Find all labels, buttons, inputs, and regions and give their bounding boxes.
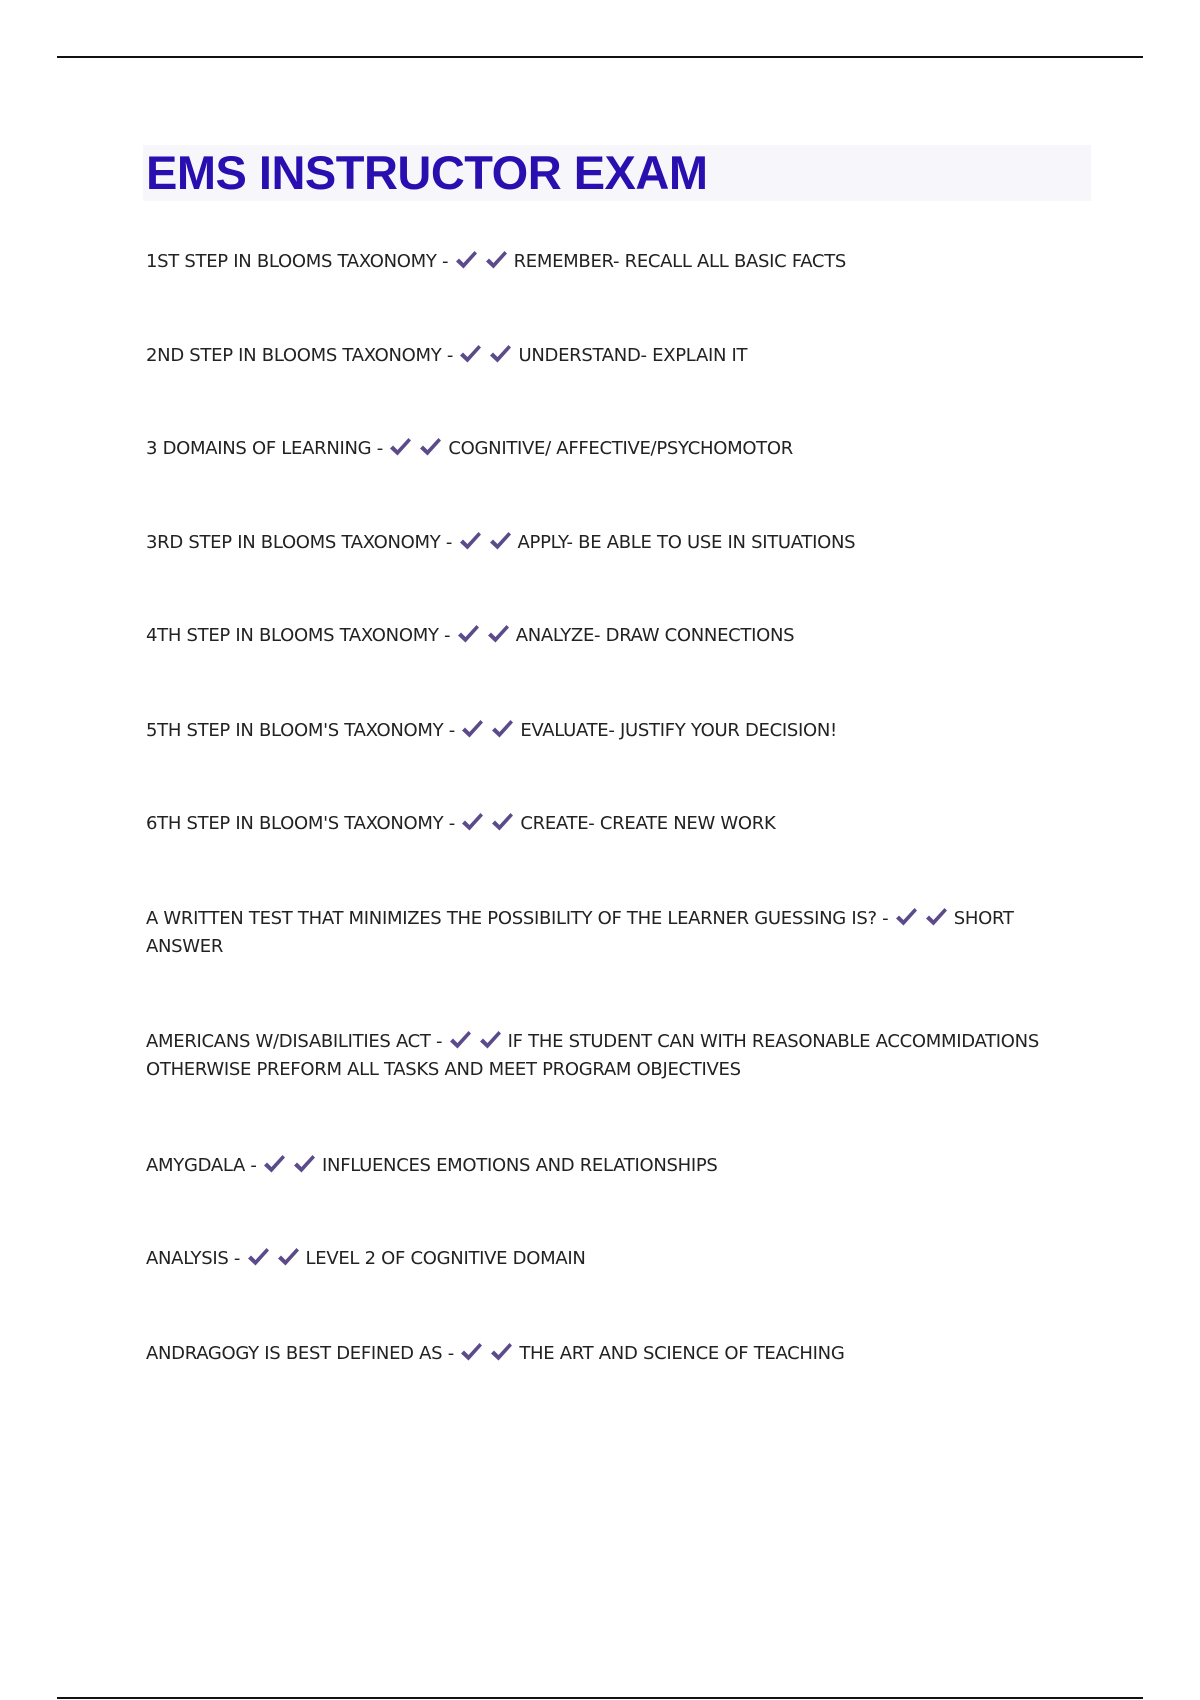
- check-pair: [894, 908, 954, 929]
- check-pair: [458, 345, 518, 366]
- separator: -: [436, 251, 454, 272]
- question-text: 4TH STEP IN BLOOMS TAXONOMY: [146, 625, 439, 646]
- check-pair: [459, 1343, 519, 1364]
- qa-item: [146, 1340, 1086, 1368]
- answer-text: THE ART AND SCIENCE OF TEACHING: [519, 1343, 845, 1364]
- separator: -: [443, 720, 461, 741]
- check-icon: [488, 343, 512, 365]
- check-pair: [246, 1248, 306, 1269]
- check-icon: [484, 249, 508, 271]
- answer-text: UNDERSTAND- EXPLAIN IT: [518, 345, 748, 366]
- check-icon: [894, 906, 918, 928]
- document-title: EMS INSTRUCTOR EXAM: [146, 146, 708, 199]
- separator: -: [438, 625, 456, 646]
- answer-text: APPLY- BE ABLE TO USE IN SITUATIONS: [517, 532, 856, 553]
- check-icon: [490, 811, 514, 833]
- check-icon: [454, 249, 478, 271]
- separator: -: [440, 532, 458, 553]
- qa-item: [146, 622, 1086, 650]
- question-text: 3RD STEP IN BLOOMS TAXONOMY: [146, 532, 441, 553]
- answer-text: REMEMBER- RECALL ALL BASIC FACTS: [513, 251, 847, 272]
- question-text: 1ST STEP IN BLOOMS TAXONOMY: [146, 251, 437, 272]
- check-icon: [418, 436, 442, 458]
- answer-text: IF THE STUDENT CAN WITH REASONABLE ACCOMMIDATIONS OTHERWISE PREFORM ALL TASKS AND MEET PROGRAM OBJECTIVES: [146, 1031, 1039, 1080]
- answer-text: CREATE- CREATE NEW WORK: [520, 813, 776, 834]
- qa-item: [146, 248, 1086, 276]
- check-icon: [246, 1246, 270, 1268]
- check-icon: [388, 436, 412, 458]
- question-text: AMERICANS W/DISABILITIES ACT: [146, 1031, 431, 1052]
- separator: -: [371, 438, 389, 459]
- question-text: 2ND STEP IN BLOOMS TAXONOMY: [146, 345, 442, 366]
- separator: -: [442, 1343, 460, 1364]
- answer-text: INFLUENCES EMOTIONS AND RELATIONSHIPS: [322, 1155, 718, 1176]
- separator: -: [228, 1248, 246, 1269]
- check-icon: [456, 623, 480, 645]
- check-pair: [448, 1031, 508, 1052]
- check-icon: [460, 718, 484, 740]
- check-pair: [262, 1155, 322, 1176]
- qa-item: [146, 342, 1086, 370]
- check-icon: [489, 1341, 513, 1363]
- question-text: ANDRAGOGY IS BEST DEFINED AS: [146, 1343, 443, 1364]
- check-icon: [490, 718, 514, 740]
- question-text: A WRITTEN TEST THAT MINIMIZES THE POSSIBILITY OF THE LEARNER GUESSING IS?: [146, 908, 877, 929]
- check-icon: [292, 1153, 316, 1175]
- question-text: 3 DOMAINS OF LEARNING: [146, 438, 372, 459]
- check-icon: [924, 906, 948, 928]
- check-icon: [458, 343, 482, 365]
- check-icon: [488, 530, 512, 552]
- qa-item: [146, 529, 1086, 557]
- check-icon: [448, 1029, 472, 1051]
- check-pair: [458, 532, 518, 553]
- check-pair: [454, 251, 514, 272]
- qa-item: [146, 1028, 1086, 1084]
- check-icon: [460, 811, 484, 833]
- check-icon: [459, 1341, 483, 1363]
- separator: -: [876, 908, 894, 929]
- qa-item: [146, 717, 1086, 745]
- question-text: 6TH STEP IN BLOOM'S TAXONOMY: [146, 813, 444, 834]
- qa-item: [146, 1245, 1086, 1273]
- question-text: 5TH STEP IN BLOOM'S TAXONOMY: [146, 720, 444, 741]
- check-pair: [388, 438, 448, 459]
- answer-text: COGNITIVE/ AFFECTIVE/PSYCHOMOTOR: [448, 438, 793, 459]
- qa-item: [146, 1152, 1086, 1180]
- check-pair: [460, 720, 520, 741]
- check-icon: [276, 1246, 300, 1268]
- answer-text: SHORT ANSWER: [146, 908, 1014, 957]
- check-icon: [262, 1153, 286, 1175]
- qa-item: [146, 810, 1086, 838]
- qa-item: [146, 905, 1086, 961]
- check-icon: [458, 530, 482, 552]
- answer-text: LEVEL 2 OF COGNITIVE DOMAIN: [305, 1248, 586, 1269]
- separator: -: [430, 1031, 448, 1052]
- separator: -: [443, 813, 461, 834]
- check-pair: [460, 813, 520, 834]
- question-text: ANALYSIS: [146, 1248, 229, 1269]
- separator: -: [245, 1155, 263, 1176]
- top-rule: [57, 56, 1143, 58]
- bottom-rule: [57, 1697, 1143, 1699]
- check-pair: [456, 625, 516, 646]
- check-icon: [486, 623, 510, 645]
- answer-text: EVALUATE- JUSTIFY YOUR DECISION!: [520, 720, 837, 741]
- qa-item: [146, 435, 1086, 463]
- check-icon: [478, 1029, 502, 1051]
- question-text: AMYGDALA: [146, 1155, 245, 1176]
- separator: -: [441, 345, 459, 366]
- answer-text: ANALYZE- DRAW CONNECTIONS: [515, 625, 795, 646]
